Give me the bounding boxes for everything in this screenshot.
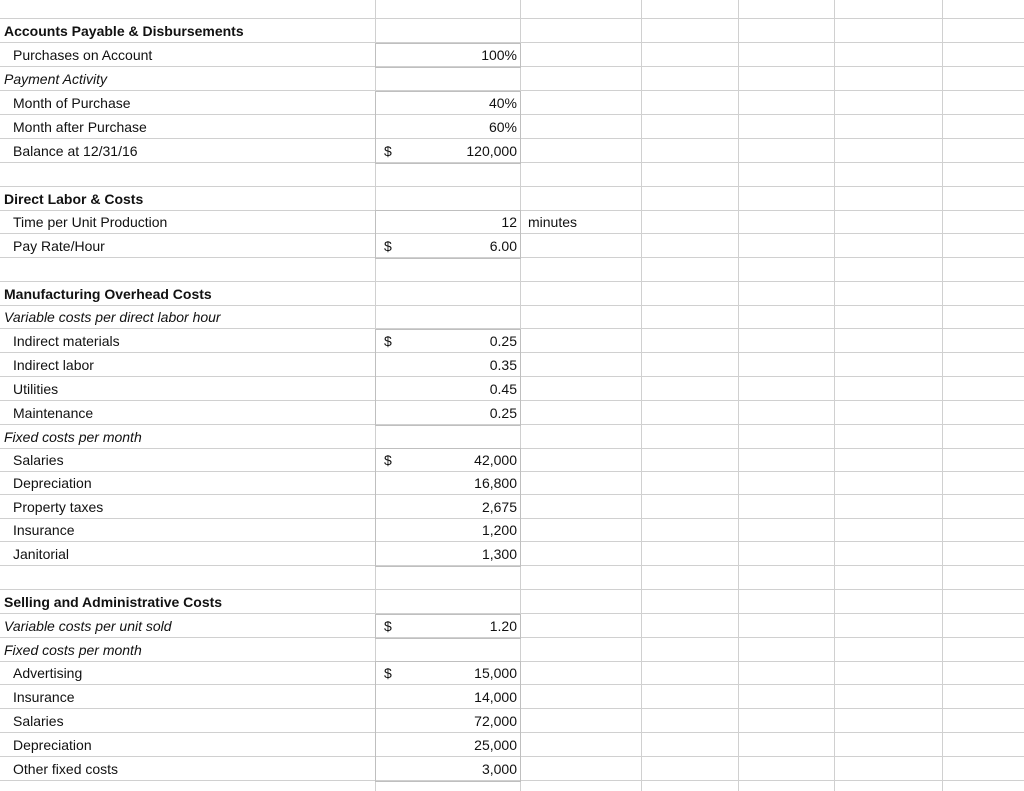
cell-value[interactable]: 16,800 bbox=[474, 475, 517, 491]
subheading-variable-costs: Variable costs per direct labor hour bbox=[4, 309, 221, 325]
row-label: Month after Purchase bbox=[13, 119, 147, 135]
cell-value[interactable]: 2,675 bbox=[481, 499, 517, 515]
cell-value[interactable]: 14,000 bbox=[474, 689, 517, 705]
row-label: Month of Purchase bbox=[13, 95, 131, 111]
subheading-payment-activity: Payment Activity bbox=[4, 71, 107, 87]
row-label: Depreciation bbox=[13, 737, 92, 753]
sheet-row[interactable] bbox=[0, 661, 1024, 685]
currency-symbol: $ bbox=[384, 452, 392, 468]
cell-value[interactable]: 12 bbox=[501, 214, 517, 230]
sheet-row[interactable] bbox=[0, 542, 1024, 566]
subheading-fixed-costs: Fixed costs per month bbox=[4, 429, 142, 445]
section-title-accounts-payable: Accounts Payable & Disbursements bbox=[4, 23, 244, 39]
row-label: Insurance bbox=[13, 522, 75, 538]
sheet-row[interactable] bbox=[0, 139, 1024, 163]
cell-value[interactable]: 0.35 bbox=[489, 357, 517, 373]
row-label: Janitorial bbox=[13, 546, 70, 562]
row-label: Maintenance bbox=[13, 405, 94, 421]
sheet-row[interactable] bbox=[0, 518, 1024, 542]
row-label: Depreciation bbox=[13, 475, 92, 491]
row-label: Time per Unit Production bbox=[13, 214, 168, 230]
row-label: Indirect materials bbox=[13, 333, 120, 349]
cell-value[interactable]: 1,200 bbox=[481, 522, 517, 538]
sheet-row[interactable] bbox=[0, 495, 1024, 519]
currency-symbol: $ bbox=[384, 143, 392, 159]
row-label: Purchases on Account bbox=[13, 47, 153, 63]
currency-symbol: $ bbox=[384, 238, 392, 254]
sheet-row[interactable] bbox=[0, 43, 1024, 67]
subheading-fixed-costs: Fixed costs per month bbox=[4, 642, 142, 658]
sheet-row[interactable] bbox=[0, 590, 1024, 614]
row-label: Variable costs per unit sold bbox=[4, 618, 172, 634]
sheet-row[interactable] bbox=[0, 471, 1024, 495]
sheet-row[interactable] bbox=[0, 448, 1024, 472]
cell-value[interactable]: 6.00 bbox=[489, 238, 517, 254]
currency-symbol: $ bbox=[384, 665, 392, 681]
sheet-row[interactable] bbox=[0, 377, 1024, 401]
row-label: Insurance bbox=[13, 689, 75, 705]
section-title-direct-labor: Direct Labor & Costs bbox=[4, 191, 144, 207]
row-label: Salaries bbox=[13, 713, 64, 729]
sheet-row[interactable] bbox=[0, 91, 1024, 115]
unit-label: minutes bbox=[528, 214, 578, 230]
sheet-row[interactable] bbox=[0, 258, 1024, 282]
row-label: Pay Rate/Hour bbox=[13, 238, 105, 254]
sheet-row[interactable] bbox=[0, 282, 1024, 306]
row-label: Property taxes bbox=[13, 499, 104, 515]
sheet-row[interactable] bbox=[0, 709, 1024, 733]
row-label: Advertising bbox=[13, 665, 83, 681]
cell-value[interactable]: 120,000 bbox=[466, 143, 517, 159]
cell-value[interactable]: 3,000 bbox=[481, 761, 517, 777]
sheet-row[interactable] bbox=[0, 305, 1024, 329]
cell-value[interactable]: 25,000 bbox=[474, 737, 517, 753]
sheet-row[interactable] bbox=[0, 401, 1024, 425]
cell-value[interactable]: 72,000 bbox=[474, 713, 517, 729]
sheet-row[interactable] bbox=[0, 67, 1024, 91]
sheet-row[interactable] bbox=[0, 115, 1024, 139]
cell-value[interactable]: 0.25 bbox=[489, 405, 517, 421]
cell-value[interactable]: 100% bbox=[481, 47, 517, 63]
currency-symbol: $ bbox=[384, 618, 392, 634]
cell-value[interactable]: 42,000 bbox=[474, 452, 517, 468]
row-label: Salaries bbox=[13, 452, 64, 468]
sheet-row[interactable] bbox=[0, 566, 1024, 590]
row-label: Other fixed costs bbox=[13, 761, 119, 777]
sheet-row[interactable] bbox=[0, 757, 1024, 781]
currency-symbol: $ bbox=[384, 333, 392, 349]
sheet-row[interactable] bbox=[0, 353, 1024, 377]
sheet-row[interactable] bbox=[0, 210, 1024, 234]
sheet-row[interactable] bbox=[0, 19, 1024, 43]
section-title-overhead: Manufacturing Overhead Costs bbox=[4, 286, 212, 302]
sheet-row[interactable] bbox=[0, 329, 1024, 353]
sheet-row[interactable] bbox=[0, 187, 1024, 211]
section-title-selling-admin: Selling and Administrative Costs bbox=[4, 594, 223, 610]
cell-value[interactable]: 1,300 bbox=[481, 546, 517, 562]
sheet-row[interactable] bbox=[0, 0, 1024, 19]
cell-value[interactable]: 60% bbox=[488, 119, 517, 135]
sheet-row[interactable] bbox=[0, 685, 1024, 709]
sheet-row[interactable] bbox=[0, 638, 1024, 662]
cell-value[interactable]: 0.45 bbox=[489, 381, 517, 397]
sheet-row[interactable] bbox=[0, 163, 1024, 187]
row-label: Indirect labor bbox=[13, 357, 94, 373]
cell-value[interactable]: 15,000 bbox=[474, 665, 517, 681]
cell-value[interactable]: 40% bbox=[488, 95, 517, 111]
sheet-row[interactable] bbox=[0, 234, 1024, 258]
sheet-row[interactable] bbox=[0, 425, 1024, 449]
row-label: Balance at 12/31/16 bbox=[13, 143, 138, 159]
sheet-row[interactable] bbox=[0, 733, 1024, 757]
cell-value[interactable]: 0.25 bbox=[489, 333, 517, 349]
row-label: Utilities bbox=[13, 381, 59, 397]
sheet-row[interactable] bbox=[0, 614, 1024, 638]
cell-value[interactable]: 1.20 bbox=[489, 618, 517, 634]
